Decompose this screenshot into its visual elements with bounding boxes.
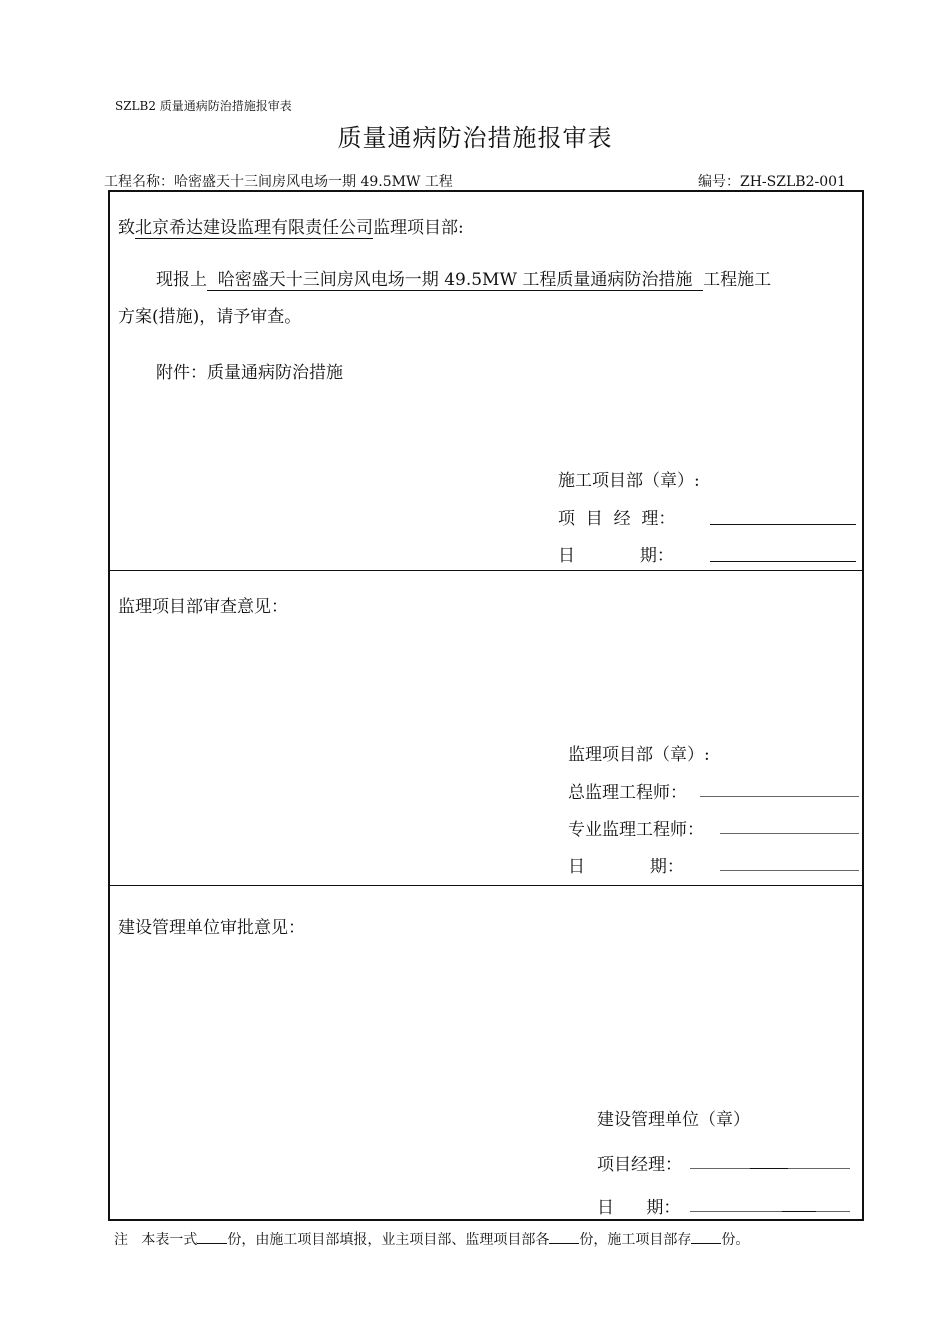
- owner-unit-seal-label: 建设管理单位（章）: [597, 1110, 750, 1130]
- project-manager-label: 项 目 经 理：: [558, 509, 676, 529]
- copies-each-field[interactable]: [549, 1231, 579, 1244]
- note-mid-2: 份，施工项目部存: [579, 1232, 692, 1248]
- section-divider: [108, 570, 864, 571]
- project-manager-label: 项目经理：: [597, 1155, 682, 1175]
- project-label: 工程名称：: [104, 174, 174, 190]
- date-label: 日 期：: [568, 857, 684, 877]
- form-number: [698, 171, 846, 191]
- form-table: [108, 190, 864, 1221]
- date-field-mark: [782, 1211, 816, 1212]
- date-field[interactable]: [710, 561, 856, 562]
- chief-supervisor-label: 总监理工程师：: [568, 783, 687, 803]
- date-label: 日 期：: [597, 1198, 681, 1218]
- note-end: 份。: [721, 1232, 750, 1248]
- page-title: 质量通病防治措施报审表: [337, 124, 613, 152]
- date-label: 日 期：: [558, 546, 674, 566]
- addressee-line: [118, 213, 464, 239]
- date-field[interactable]: [720, 870, 859, 871]
- project-name: 哈密盛天十三间房风电场一期 49.5MW 工程: [174, 174, 453, 190]
- date-field[interactable]: [690, 1211, 850, 1212]
- report-suffix: 工程施工: [703, 270, 772, 290]
- construction-dept-seal-label: 施工项目部（章）:: [558, 471, 700, 491]
- chief-supervisor-field[interactable]: [700, 796, 859, 797]
- to-prefix: 致: [118, 218, 135, 238]
- to-suffix: 监理项目部:: [373, 218, 464, 238]
- copies-kept-field[interactable]: [691, 1231, 721, 1244]
- project-manager-field[interactable]: [710, 524, 856, 525]
- note-mid-1: 份，由施工项目部填报，业主项目部、监理项目部各: [227, 1232, 550, 1248]
- section-divider: [108, 885, 864, 886]
- footer-note: [114, 1229, 749, 1249]
- supervision-review-heading: 监理项目部审查意见：: [118, 597, 288, 617]
- note-start: 注 本表一式: [114, 1232, 198, 1248]
- specialist-supervisor-field[interactable]: [720, 833, 859, 834]
- report-line-2: 方案(措施)，请予审查。: [118, 307, 302, 327]
- copies-total-field[interactable]: [197, 1231, 227, 1244]
- supervisor-company[interactable]: 北京希达建设监理有限责任公司: [135, 213, 373, 239]
- project-name-line: [104, 171, 453, 191]
- specialist-supervisor-label: 专业监理工程师：: [568, 820, 704, 840]
- number-label: 编号：: [698, 174, 740, 190]
- attachment-line: 附件：质量通病防治措施: [156, 363, 343, 383]
- owner-approval-heading: 建设管理单位审批意见：: [118, 918, 305, 938]
- project-manager-field-mark: [750, 1168, 788, 1169]
- number-value: ZH-SZLB2-001: [740, 174, 846, 190]
- report-subject[interactable]: 哈密盛天十三间房风电场一期 49.5MW 工程质量通病防治措施: [207, 265, 703, 291]
- form-code: SZLB2 质量通病防治措施报审表: [115, 99, 292, 113]
- report-line: [156, 265, 771, 291]
- supervision-dept-seal-label: 监理项目部（章）:: [568, 745, 710, 765]
- report-prefix: 现报上: [156, 270, 207, 290]
